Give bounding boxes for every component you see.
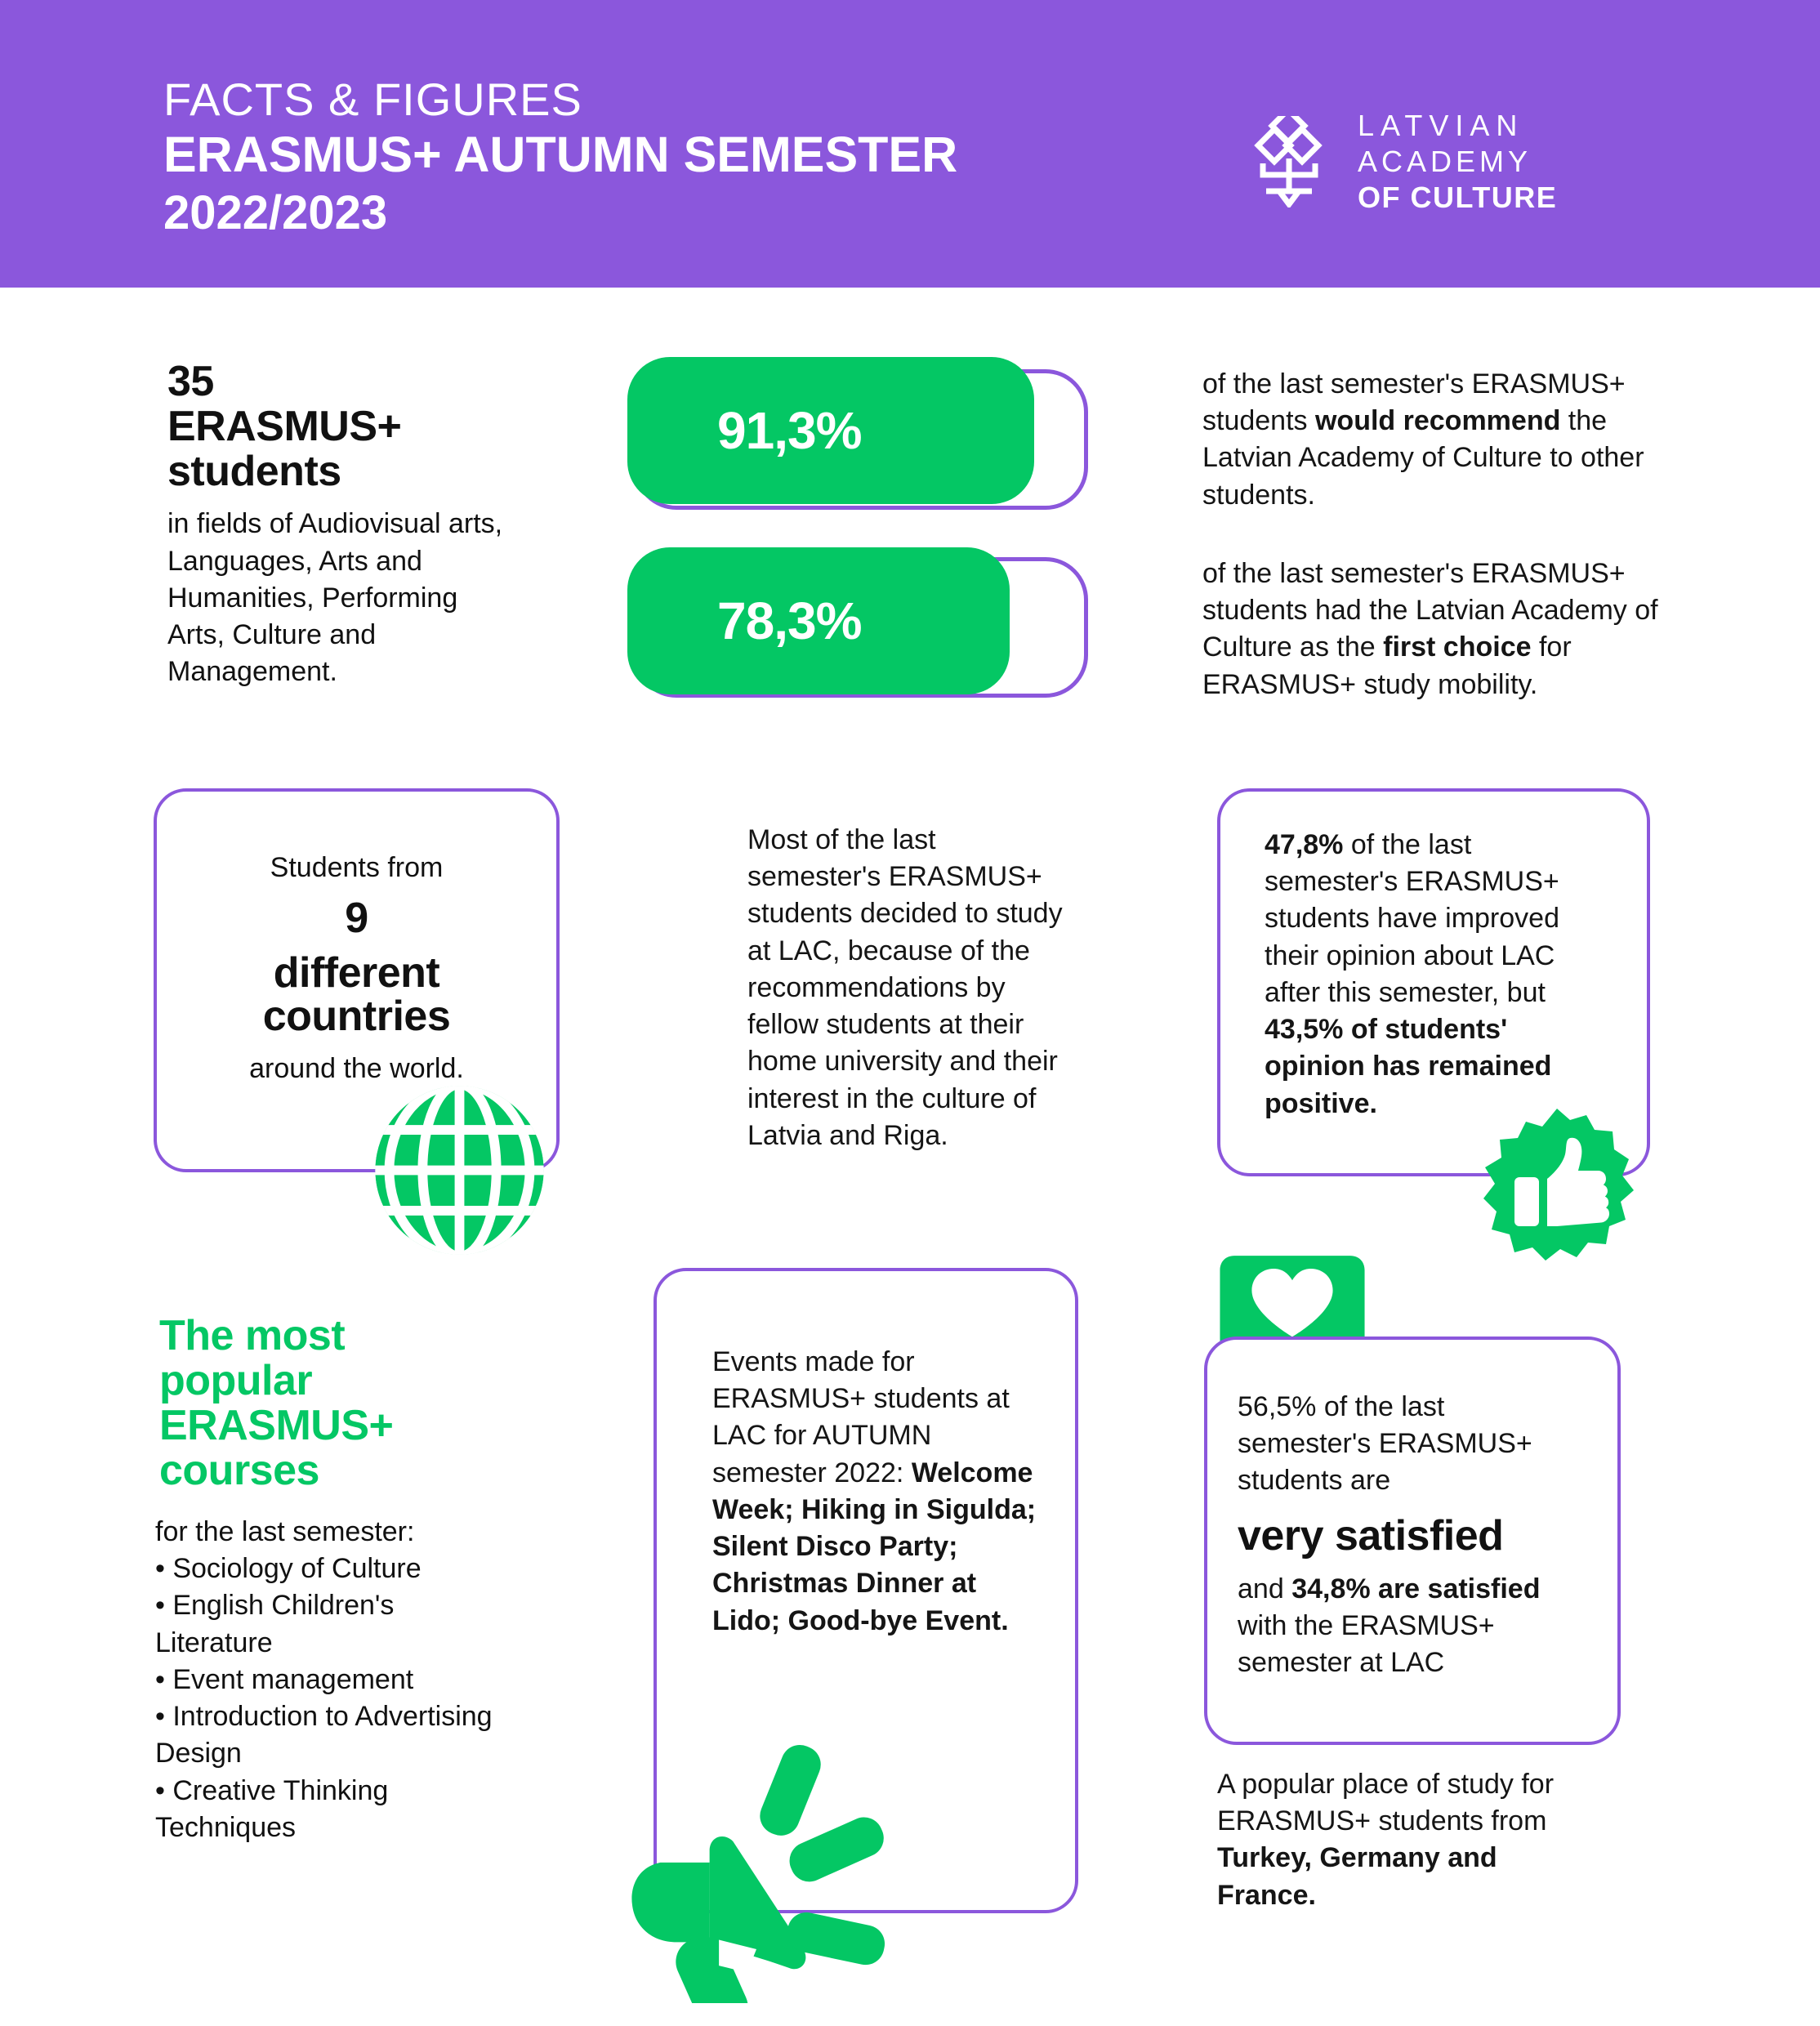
satisfaction-highlight: very satisfied <box>1238 1511 1504 1560</box>
header-years: 2022/2023 <box>163 186 388 240</box>
satisfaction-tail-post: with the ERASMUS+ semester at LAC <box>1238 1610 1495 1679</box>
firstchoice-caption-post: for ERASMUS+ study mobility. <box>1202 631 1572 700</box>
recommend-caption-pre: of the last semester's ERASMUS+ students <box>1202 368 1626 437</box>
logo-wordmark <box>1358 108 1557 216</box>
countries-label-1: different <box>273 949 440 997</box>
latvian-academy-of-culture-logo <box>1250 108 1557 216</box>
page-title: ERASMUS+ AUTUMN SEMESTER <box>163 127 958 183</box>
recommend-caption <box>1202 366 1683 514</box>
satisfaction-tail-pre: and <box>1238 1573 1292 1604</box>
countries-lead-text: Students from <box>270 852 444 883</box>
courses-heading-line-1: The most <box>159 1312 346 1359</box>
recommend-caption-post: the Latvian Academy of Culture to other students. <box>1202 405 1644 511</box>
countries-number: 9 <box>345 895 368 943</box>
opinion-bold-2: 43,5% of students' opinion has remained positive. <box>1265 1014 1552 1119</box>
academy-tree-logo-icon <box>1250 116 1338 208</box>
thumbs-up-badge-icon <box>1475 1105 1639 1269</box>
logo-line-3: OF CULTURE <box>1358 180 1558 214</box>
list-item: • Introduction to Advertising Design <box>155 1701 493 1769</box>
countries-card-content <box>154 850 560 1085</box>
list-item: • English Children's Literature <box>155 1590 395 1658</box>
popular-place-pre: A popular place of study for ERASMUS+ students from <box>1217 1769 1555 1837</box>
satisfaction-tail <box>1238 1571 1564 1682</box>
opinion-bold-1: 47,8% <box>1265 829 1344 860</box>
list-item: • Creative Thinking Techniques <box>155 1774 389 1843</box>
events-card-text <box>712 1344 1039 1640</box>
firstchoice-bar-value: 78,3% <box>717 591 862 650</box>
opinion-text-1: of the last semester's ERASMUS+ students have improved their opinion about LAC after this semester, but <box>1265 829 1559 1008</box>
header-title-group <box>163 74 957 242</box>
students-count-block <box>167 359 511 690</box>
header-kicker: FACTS & FIGURES <box>163 74 582 125</box>
students-count-label-1: ERASMUS+ <box>167 403 402 451</box>
page-header <box>0 0 1820 288</box>
courses-subtitle: for the last semester: <box>155 1516 415 1547</box>
firstchoice-caption <box>1202 556 1683 703</box>
courses-heading-line-2: popular <box>159 1357 313 1405</box>
events-list: Welcome Week; Hiking in Sigulda; Silent Disco Party; Christmas Dinner at Lido; Good-bye Event. <box>712 1457 1037 1636</box>
students-count-label-2: students <box>167 448 341 496</box>
students-count-description: in fields of Audiovisual arts, Languages, Arts and Humanities, Performing Arts, Culture and Management. <box>167 508 503 688</box>
globe-icon <box>372 1082 547 1258</box>
satisfaction-card-content <box>1238 1389 1564 1682</box>
list-item: • Event management <box>155 1663 414 1695</box>
countries-label-2: countries <box>262 993 451 1041</box>
satisfaction-tail-bold: 34,8% are satisfied <box>1291 1573 1541 1604</box>
firstchoice-caption-bold: first choice <box>1383 631 1532 663</box>
popular-place-bold: Turkey, Germany and France. <box>1217 1842 1497 1911</box>
popular-place-paragraph <box>1217 1766 1601 1914</box>
courses-heading-line-4: courses <box>159 1447 319 1495</box>
megaphone-icon <box>625 1734 907 2003</box>
study-reasons-paragraph: Most of the last semester's ERASMUS+ students decided to study at LAC, because of the recommendations by fellow students at their home university and their interest in the culture of Latvia and Riga. <box>747 824 1063 1151</box>
logo-line-1: LATVIAN <box>1358 109 1524 142</box>
recommend-caption-bold: would recommend <box>1314 405 1561 437</box>
popular-courses-heading <box>159 1314 470 1493</box>
opinion-card-text <box>1265 827 1608 1122</box>
recommend-bar-value: 91,3% <box>717 401 862 460</box>
firstchoice-bar-fill <box>627 547 1010 694</box>
courses-heading-line-3: ERASMUS+ <box>159 1402 394 1450</box>
list-item: • Sociology of Culture <box>155 1553 422 1585</box>
students-count-number: 35 <box>167 358 214 405</box>
countries-footer-text: around the world. <box>249 1053 464 1085</box>
popular-courses-list <box>155 1514 498 1846</box>
firstchoice-caption-pre: of the last semester's ERASMUS+ students had the Latvian Academy of Culture as the <box>1202 558 1658 663</box>
events-intro: Events made for ERASMUS+ students at LAC for AUTUMN semester 2022: <box>712 1346 1010 1488</box>
logo-line-2: ACADEMY <box>1358 144 1532 178</box>
recommend-bar-fill <box>627 357 1034 504</box>
satisfaction-lead: 56,5% of the last semester's ERASMUS+ students are <box>1238 1391 1532 1497</box>
